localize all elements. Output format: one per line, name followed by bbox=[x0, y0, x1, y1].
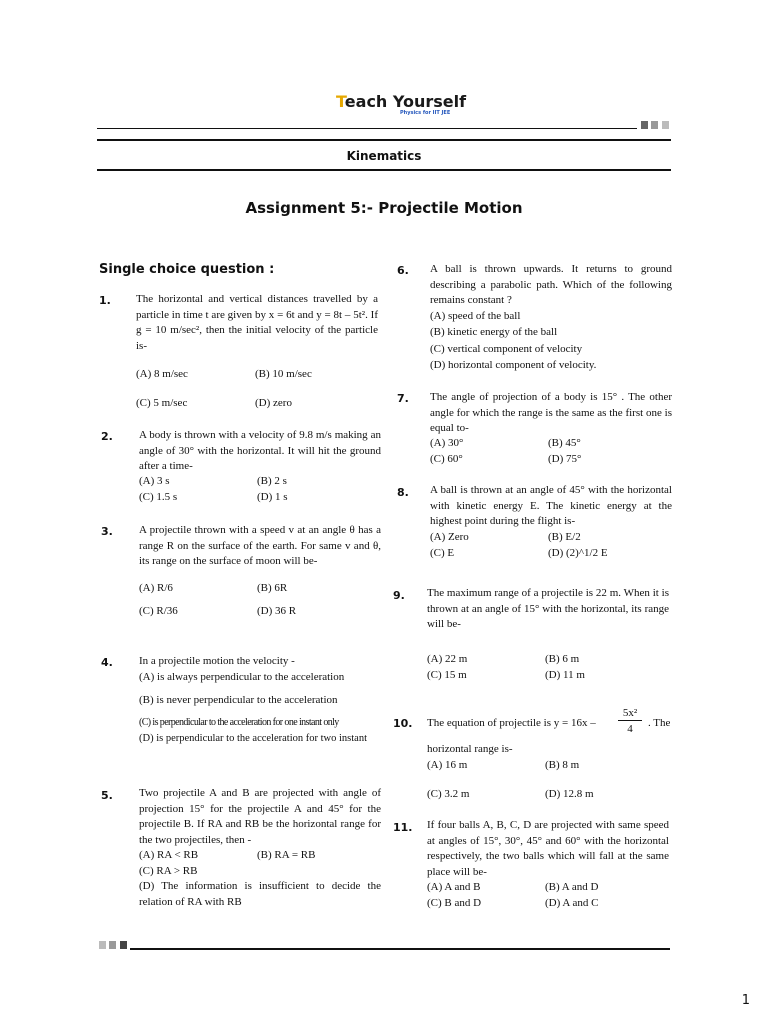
option: (D) 1 s bbox=[257, 491, 288, 503]
subject-rule-top bbox=[97, 139, 671, 141]
fraction-numerator: 5x² bbox=[618, 707, 642, 721]
question-number: 10. bbox=[393, 717, 413, 730]
option: (D) horizontal component of velocity. bbox=[430, 359, 597, 371]
brand-logo: Teach Yourself bbox=[336, 92, 467, 111]
option: (B) kinetic energy of the ball bbox=[430, 326, 558, 338]
option: (D) A and C bbox=[545, 897, 599, 909]
question-text: The horizontal and vertical distances travelled by a particle in time t are given by x = 6t and y = 8t – 5t². If g = 10 m/sec², then the initial velocity of the particle is- bbox=[136, 293, 378, 352]
question-text: The equation of projectile is y = 16x – bbox=[427, 717, 596, 729]
option: (C) E bbox=[430, 547, 455, 559]
footer-rule bbox=[130, 948, 670, 950]
option: (C) 3.2 m bbox=[427, 788, 470, 800]
option: (D) (2)^1/2 E bbox=[548, 547, 608, 559]
option: (B) 10 m/sec bbox=[255, 368, 312, 380]
question-text: horizontal range is- bbox=[427, 743, 513, 755]
option: (B) 45° bbox=[548, 437, 581, 449]
question-text: . The bbox=[648, 717, 671, 729]
question-number: 2. bbox=[101, 430, 113, 443]
option: (A) 30° bbox=[430, 437, 464, 449]
brand-tagline: Physics for IIT JEE bbox=[400, 110, 451, 116]
option: (D) 75° bbox=[548, 453, 582, 465]
option: (D) is perpendicular to the acceleration for two instant bbox=[139, 733, 367, 744]
option: (A) Zero bbox=[430, 531, 469, 543]
option: (D) 36 R bbox=[257, 605, 297, 617]
question-text: A ball is thrown at an angle of 45° with the horizontal with kinetic energy E. The kinetic energy at the highest point during the flight is- bbox=[430, 484, 672, 527]
option: (C) vertical component of velocity bbox=[430, 343, 583, 355]
subject-title: Kinematics bbox=[346, 149, 422, 163]
option: (D) 12.8 m bbox=[545, 788, 594, 800]
option: (A) is always perpendicular to the acceleration bbox=[139, 671, 345, 683]
question-number: 8. bbox=[397, 486, 409, 499]
option: (A) 16 m bbox=[427, 759, 468, 771]
question-number: 9. bbox=[393, 589, 405, 602]
decor-square bbox=[662, 121, 669, 129]
header-rule bbox=[97, 128, 637, 129]
decor-square bbox=[120, 941, 127, 949]
question-text: Two projectile A and B are projected with angle of projection 15° for the projectile A and 45° for the projectile B. If RA and RB be the horizontal range for the two projectiles, then - bbox=[139, 787, 381, 846]
section-heading: Single choice question : bbox=[99, 262, 275, 277]
subject-rule-bottom bbox=[97, 169, 671, 171]
question-text: A projectile thrown with a speed v at an angle θ has a range R on the surface of the earth. For same v and θ, its range on the surface of moon will be- bbox=[139, 524, 381, 567]
option: (C) 60° bbox=[430, 453, 463, 465]
option: (A) RA < RB bbox=[139, 849, 199, 861]
decor-square bbox=[641, 121, 648, 129]
option: (A) A and B bbox=[427, 881, 481, 893]
assignment-title: Assignment 5:- Projectile Motion bbox=[245, 199, 523, 217]
option: (B) RA = RB bbox=[257, 849, 316, 861]
question-number: 6. bbox=[397, 264, 409, 277]
question-number: 11. bbox=[393, 821, 413, 834]
option: (C) R/36 bbox=[139, 605, 178, 617]
option: (D) The information is insufficient to decide the relation of RA with RB bbox=[139, 880, 381, 908]
question-text: A ball is thrown upwards. It returns to ground describing a parabolic path. Which of the following remains constant ? bbox=[430, 263, 672, 306]
option: (C) B and D bbox=[427, 897, 482, 909]
fraction-denominator: 4 bbox=[627, 723, 633, 735]
option: (B) 6 m bbox=[545, 653, 580, 665]
option: (A) speed of the ball bbox=[430, 310, 521, 322]
option: (A) R/6 bbox=[139, 582, 173, 594]
option: (B) is never perpendicular to the acceleration bbox=[139, 694, 338, 706]
question-number: 3. bbox=[101, 525, 113, 538]
question-text: In a projectile motion the velocity - bbox=[139, 655, 295, 667]
option: (C) 1.5 s bbox=[139, 491, 178, 503]
decor-square bbox=[651, 121, 658, 129]
option: (B) 2 s bbox=[257, 475, 287, 487]
page-number: 1 bbox=[741, 993, 750, 1008]
question-text: The maximum range of a projectile is 22 m. When it is thrown at an angle of 15° with the horizontal, its range will be- bbox=[427, 587, 669, 630]
question-number: 7. bbox=[397, 392, 409, 405]
question-text: The angle of projection of a body is 15° . The other angle for which the range is the same as the first one is equal to- bbox=[430, 391, 672, 434]
option: (B) E/2 bbox=[548, 531, 581, 543]
option: (B) 8 m bbox=[545, 759, 580, 771]
option: (B) A and D bbox=[545, 881, 599, 893]
decor-square bbox=[99, 941, 106, 949]
decor-square bbox=[109, 941, 116, 949]
option: (B) 6R bbox=[257, 582, 288, 594]
question-number: 5. bbox=[101, 789, 113, 802]
question-number: 1. bbox=[99, 294, 111, 307]
option: (C) RA > RB bbox=[139, 865, 198, 877]
option: (C) is perpendicular to the acceleration for one instant only bbox=[139, 717, 339, 728]
option: (C) 5 m/sec bbox=[136, 397, 188, 409]
option: (A) 8 m/sec bbox=[136, 368, 188, 380]
question-number: 4. bbox=[101, 656, 113, 669]
question-text: If four balls A, B, C, D are projected with same speed at angles of 15°, 30°, 45° and 60° with the horizontal respectively, the two balls which will fall at the same place will be- bbox=[427, 819, 669, 878]
option: (D) 11 m bbox=[545, 669, 585, 681]
option: (C) 15 m bbox=[427, 669, 467, 681]
question-text: A body is thrown with a velocity of 9.8 m/s making an angle of 30° with the horizontal. It will hit the ground after a time- bbox=[139, 429, 381, 472]
option: (A) 22 m bbox=[427, 653, 468, 665]
option: (D) zero bbox=[255, 397, 292, 409]
option: (A) 3 s bbox=[139, 475, 170, 487]
